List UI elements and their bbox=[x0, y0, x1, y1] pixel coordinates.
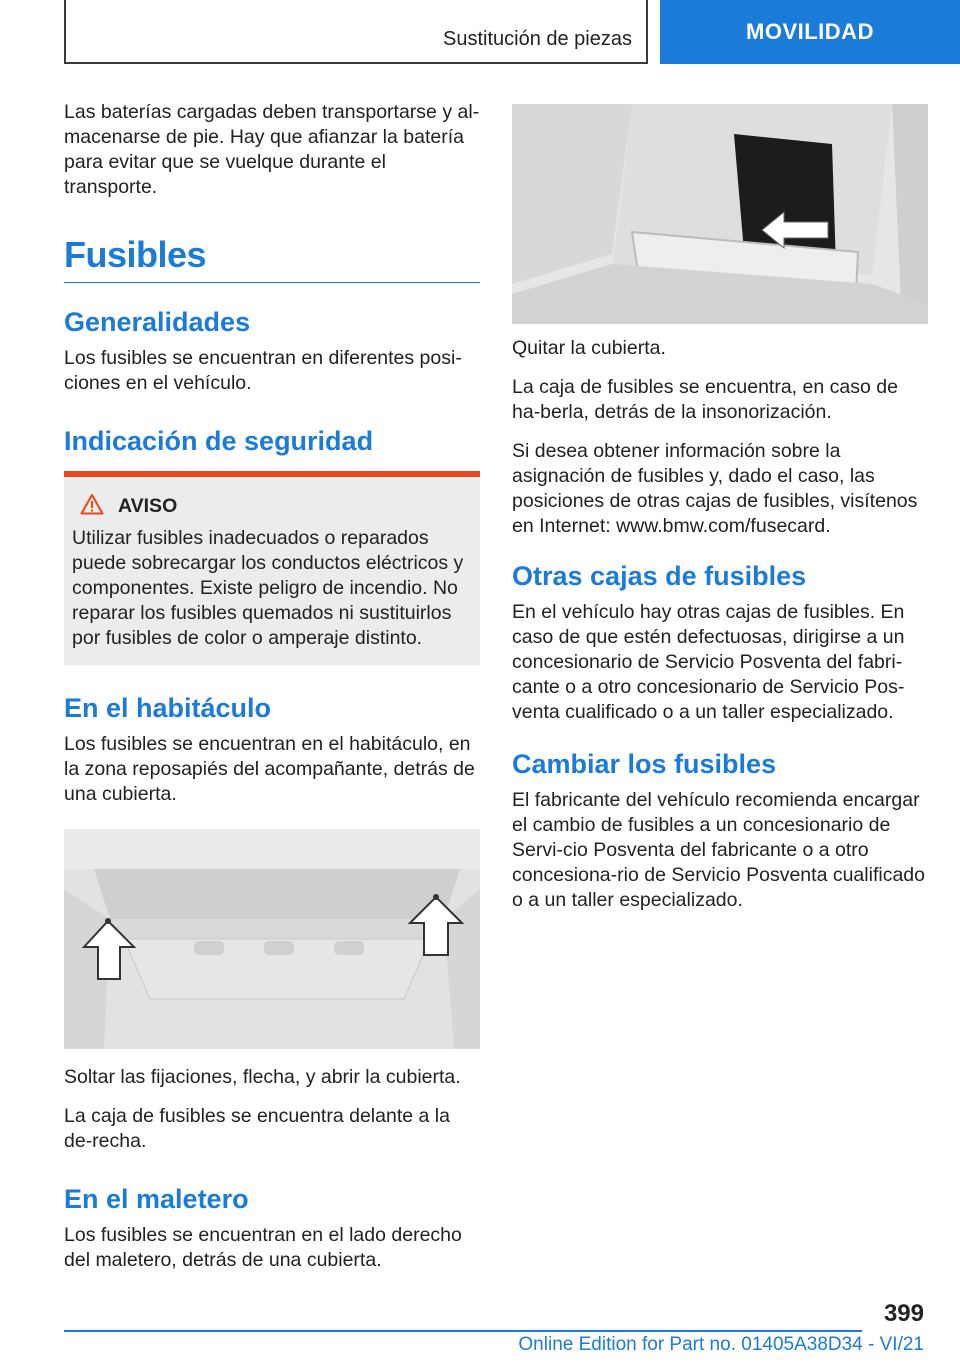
trunk-location: La caja de fusibles se encuentra, en caso de ha-berla, detrás de la insonorización. bbox=[512, 376, 898, 423]
heading-other-fuse-boxes: Otras cajas de fusibles bbox=[512, 561, 807, 591]
page-number: 399 bbox=[883, 1300, 924, 1327]
warning-box bbox=[64, 477, 480, 665]
cabin-caption: Soltar las fijaciones, flecha, y abrir la cubierta. bbox=[64, 1066, 461, 1088]
heading-cabin: En el habitáculo bbox=[64, 693, 272, 723]
trunk-paragraph: Los fusibles se encuentran en el lado derecho del maletero, detrás de una cubierta. bbox=[64, 1224, 462, 1271]
cabin-paragraph: Los fusibles se encuentran en el habitáculo, en la zona reposapiés del acompañante, detrás de una cubierta. bbox=[64, 733, 475, 805]
left-column bbox=[64, 100, 480, 1287]
trunk-caption: Quitar la cubierta. bbox=[512, 337, 666, 359]
trunk-figure bbox=[512, 104, 928, 324]
warning-title bbox=[80, 493, 472, 520]
heading-safety: Indicación de seguridad bbox=[64, 426, 480, 477]
footer-edition: Online Edition for Part no. 01405A38D34 - VI/21 bbox=[518, 1334, 924, 1355]
cabin-location: La caja de fusibles se encuentra delante a la de-recha. bbox=[64, 1105, 450, 1152]
header-tab-movilidad[interactable] bbox=[660, 0, 960, 64]
right-column bbox=[512, 104, 928, 927]
heading-trunk: En el maletero bbox=[64, 1184, 249, 1214]
warning-label: AVISO bbox=[118, 495, 178, 517]
other-paragraph: En el vehículo hay otras cajas de fusibles. En caso de que estén defectuosas, dirigirse a un concesionario de Servicio Posventa del fabri-cante o a otro concesionario de Servicio Pos-venta cualificado o a un taller especializado. bbox=[512, 601, 905, 723]
info-paragraph: Si desea obtener información sobre la asignación de fusibles y, dado el caso, las posiciones de otras cajas de fusibles, visítenos en Internet: www.bmw.com/fusecard. bbox=[512, 440, 918, 537]
heading-change-fuses: Cambiar los fusibles bbox=[512, 749, 777, 779]
intro-paragraph: Las baterías cargadas deben transportarse y al-macenarse de pie. Hay que afianzar la batería para evitar que se vuelque durante el transporte. bbox=[64, 101, 480, 198]
cabin-figure bbox=[64, 829, 480, 1049]
header-section-title: Sustitución de piezas bbox=[442, 28, 632, 50]
general-paragraph: Los fusibles se encuentran en diferentes posi-ciones en el vehículo. bbox=[64, 347, 462, 394]
header-tab-label: MOVILIDAD bbox=[746, 19, 874, 44]
change-paragraph: El fabricante del vehículo recomienda encargar el cambio de fusibles a un concesionario de Servi-cio Posventa del fabricante o a otro concesiona-rio de Servicio Posventa cualificado o a un taller especializado. bbox=[512, 789, 925, 911]
warning-triangle-icon bbox=[80, 493, 104, 520]
heading-generalidades: Generalidades bbox=[64, 307, 251, 337]
page-title: Fusibles bbox=[64, 234, 480, 283]
footer-divider bbox=[64, 1330, 862, 1332]
warning-text: Utilizar fusibles inadecuados o reparados puede sobrecargar los conductos eléctricos y componentes. Existe peligro de incendio. No reparar los fusibles quemados ni sustituirlos por fusibles de color o amperaje distinto. bbox=[72, 527, 464, 649]
